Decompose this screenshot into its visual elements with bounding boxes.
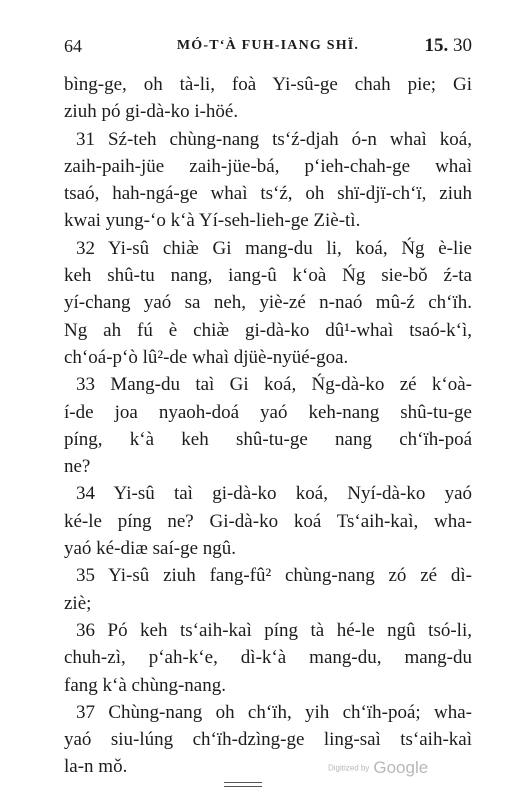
text-line: Ng ah fú è chiæ̀ gi-dà-ko dû¹-whaì tsaó-k‘ì, — [64, 319, 472, 341]
running-title: MÓ-T‘À FUH-IANG SHÏ. — [176, 38, 360, 53]
digitization-watermark — [328, 758, 428, 778]
page-header — [64, 34, 472, 60]
watermark-prefix: Digitized by — [328, 763, 370, 773]
text-line: la-n mǒ. — [64, 756, 128, 778]
verse-line: 36 Pó keh ts‘aih-kaì píng tà hé-le ngû tsó-li, — [76, 619, 472, 641]
text-line: keh shû-tu nang, iang-û k‘oà Ńg sie-bǒ ź-ta — [64, 265, 472, 287]
text-line: yaó ké-diæ saí-ge ngû. — [64, 538, 237, 560]
text-line: ch‘oá-p‘ò lû²-de whaì djüè-nyüé-goa. — [64, 346, 349, 368]
text-line: ziuh pó gi-dà-ko i-höé. — [64, 101, 239, 123]
text-line: píng, k‘à keh shû-tu-ge nang ch‘ïh-poá — [64, 428, 472, 450]
text-line: bìng-ge, oh tà-li, foà Yi-sû-ge chah pie; Gi — [64, 74, 472, 95]
verse-line: 34 Yi-sû taì gi-dà-ko koá, Nyí-dà-ko yaó — [76, 483, 472, 505]
bottom-rule — [224, 786, 262, 787]
watermark-brand: Google — [373, 758, 429, 777]
verse-line: 32 Yi-sû chiæ̀ Gi mang-du li, koá, Ńg è-lie — [76, 237, 472, 259]
bottom-rule — [224, 782, 262, 783]
verse-line: 37 Chùng-nang oh ch‘ïh, yih ch‘ïh-poá; wha- — [76, 701, 472, 723]
chapter-number: 15. — [424, 35, 449, 56]
text-line: chuh-zì, p‘ah-k‘e, dì-k‘à mang-du, mang-du — [64, 647, 472, 669]
text-line: ké-le píng ne? Gi-dà-ko koá Ts‘aih-kaì, wha- — [64, 510, 472, 532]
verse-line: 31 Sź-teh chùng-nang ts‘ź-djah ó-n whaì koá, — [76, 128, 472, 150]
page-number: 64 — [64, 36, 82, 56]
text-line: ne? — [64, 456, 91, 478]
text-line: kwai yung-‘o k‘à Yí-seh-lieh-ge Ziè-tì. — [64, 210, 361, 232]
text-line: ziè; — [64, 592, 92, 614]
text-line: tsaó, hah-ngá-ge whaì ts‘ź, oh shï-djï-ch‘ï, ziuh — [64, 183, 472, 205]
verse-number: 30 — [453, 35, 472, 56]
body-text — [64, 71, 472, 781]
chapter-verse-reference — [425, 35, 473, 57]
verse-line: 35 Yi-sû ziuh fang-fû² chùng-nang zó zé dì- — [76, 565, 472, 587]
text-line: fang k‘à chùng-nang. — [64, 674, 226, 696]
text-line: í-de joa nyaoh-doá yaó keh-nang shû-tu-ge — [64, 401, 472, 423]
verse-line: 33 Mang-du taì Gi koá, Ńg-dà-ko zé k‘oà- — [76, 374, 472, 396]
text-line: zaih-paih-jüe zaih-jüe-bá, p‘ieh-chah-ge whaì — [64, 155, 472, 177]
text-line: yí-chang yaó sa neh, yiè-zé n-naó mû-ź ch‘ïh. — [64, 292, 472, 314]
text-line: yaó siu-lúng ch‘ïh-dzìng-ge ling-saì ts‘aih-kaì — [64, 729, 472, 751]
